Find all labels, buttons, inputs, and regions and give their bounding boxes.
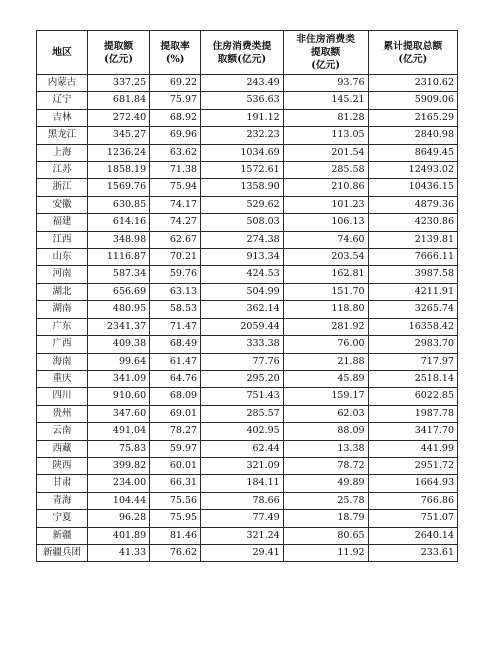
cell-housing-withdrawal: 77.49 [201, 510, 284, 527]
cell-non-housing-withdrawal: 281.92 [283, 318, 368, 335]
header-text-line: 住房消费类提 [212, 40, 272, 52]
cell-housing-withdrawal: 751.43 [201, 388, 284, 405]
table-row [37, 214, 458, 231]
cell-withdrawal-rate: 75.94 [150, 179, 201, 196]
header-region [37, 31, 88, 75]
cell-housing-withdrawal: 1572.61 [201, 162, 284, 179]
cell-non-housing-withdrawal: 49.89 [283, 475, 368, 492]
cell-non-housing-withdrawal: 78.72 [283, 457, 368, 474]
cell-housing-withdrawal: 77.76 [201, 353, 284, 370]
header-text-line: (亿元) [311, 60, 341, 71]
cell-withdrawal-amount: 234.00 [87, 475, 149, 492]
table-row [37, 92, 458, 109]
cell-cumulative-withdrawal: 2640.14 [368, 527, 457, 544]
cell-withdrawal-amount: 337.25 [87, 75, 149, 92]
cell-region: 黑龙江 [37, 127, 88, 144]
header-text-line: (亿元) [104, 53, 133, 65]
cell-region: 贵州 [37, 405, 88, 422]
cell-withdrawal-amount: 347.60 [87, 405, 149, 422]
cell-housing-withdrawal: 78.66 [201, 492, 284, 509]
cell-non-housing-withdrawal: 118.80 [283, 301, 368, 318]
cell-withdrawal-amount: 104.44 [87, 492, 149, 509]
cell-housing-withdrawal: 274.38 [201, 231, 284, 248]
cell-withdrawal-rate: 68.49 [150, 336, 201, 353]
cell-region: 陕西 [37, 457, 88, 474]
cell-withdrawal-amount: 75.83 [87, 440, 149, 457]
cell-withdrawal-amount: 480.95 [87, 301, 149, 318]
cell-withdrawal-amount: 341.09 [87, 370, 149, 387]
header-non-housing-withdrawal [283, 31, 368, 75]
cell-housing-withdrawal: 2059.44 [201, 318, 284, 335]
cell-housing-withdrawal: 362.14 [201, 301, 284, 318]
cell-cumulative-withdrawal: 2983.70 [368, 336, 457, 353]
cell-cumulative-withdrawal: 2951.72 [368, 457, 457, 474]
cell-region: 重庆 [37, 370, 88, 387]
cell-non-housing-withdrawal: 76.00 [283, 336, 368, 353]
header-text-line: 取额(亿元) [217, 53, 267, 65]
cell-region: 新疆 [37, 527, 88, 544]
cell-withdrawal-amount: 1858.19 [87, 162, 149, 179]
cell-withdrawal-rate: 61.47 [150, 353, 201, 370]
cell-non-housing-withdrawal: 62.03 [283, 405, 368, 422]
cell-non-housing-withdrawal: 162.81 [283, 266, 368, 283]
cell-withdrawal-amount: 910.60 [87, 388, 149, 405]
cell-region: 宁夏 [37, 510, 88, 527]
cell-non-housing-withdrawal: 80.65 [283, 527, 368, 544]
cell-withdrawal-amount: 614.16 [87, 214, 149, 231]
cell-withdrawal-rate: 74.17 [150, 196, 201, 213]
table-row [37, 162, 458, 179]
cell-cumulative-withdrawal: 2310.62 [368, 75, 457, 92]
cell-housing-withdrawal: 402.95 [201, 423, 284, 440]
header-withdrawal-rate [150, 31, 201, 75]
cell-withdrawal-rate: 69.22 [150, 75, 201, 92]
cell-region: 江西 [37, 231, 88, 248]
cell-withdrawal-rate: 60.01 [150, 457, 201, 474]
cell-cumulative-withdrawal: 751.07 [368, 510, 457, 527]
cell-non-housing-withdrawal: 93.76 [283, 75, 368, 92]
cell-housing-withdrawal: 321.09 [201, 457, 284, 474]
table-row [37, 144, 458, 161]
table-row [37, 457, 458, 474]
cell-withdrawal-amount: 1236.24 [87, 144, 149, 161]
cell-withdrawal-rate: 66.31 [150, 475, 201, 492]
table-row [37, 510, 458, 527]
table-row [37, 370, 458, 387]
cell-housing-withdrawal: 529.62 [201, 196, 284, 213]
cell-withdrawal-amount: 630.85 [87, 196, 149, 213]
cell-non-housing-withdrawal: 113.05 [283, 127, 368, 144]
cell-region: 甘肃 [37, 475, 88, 492]
cell-cumulative-withdrawal: 233.61 [368, 544, 457, 561]
cell-withdrawal-amount: 272.40 [87, 109, 149, 126]
table-row [37, 353, 458, 370]
cell-non-housing-withdrawal: 81.28 [283, 109, 368, 126]
cell-region: 河南 [37, 266, 88, 283]
cell-withdrawal-amount: 1116.87 [87, 249, 149, 266]
table-row [37, 423, 458, 440]
cell-cumulative-withdrawal: 3417.70 [368, 423, 457, 440]
cell-housing-withdrawal: 504.99 [201, 283, 284, 300]
table-row [37, 318, 458, 335]
header-text-line: 累计提取总额 [383, 40, 443, 52]
cell-non-housing-withdrawal: 74.60 [283, 231, 368, 248]
header-text-line: (亿元) [398, 53, 428, 65]
header-withdrawal-amount [87, 31, 149, 75]
cell-housing-withdrawal: 243.49 [201, 75, 284, 92]
cell-withdrawal-amount: 1569.76 [87, 179, 149, 196]
cell-cumulative-withdrawal: 16358.42 [368, 318, 457, 335]
header-row [37, 31, 458, 75]
cell-withdrawal-rate: 75.95 [150, 510, 201, 527]
cell-non-housing-withdrawal: 151.70 [283, 283, 368, 300]
cell-withdrawal-rate: 59.76 [150, 266, 201, 283]
cell-withdrawal-amount: 656.69 [87, 283, 149, 300]
cell-withdrawal-rate: 71.47 [150, 318, 201, 335]
table-row [37, 283, 458, 300]
cell-housing-withdrawal: 508.03 [201, 214, 284, 231]
cell-withdrawal-rate: 76.62 [150, 544, 201, 561]
cell-non-housing-withdrawal: 203.54 [283, 249, 368, 266]
table-row [37, 388, 458, 405]
table-row [37, 75, 458, 92]
header-cumulative-withdrawal [368, 31, 457, 75]
header-text-line: 地区 [52, 47, 72, 58]
cell-withdrawal-rate: 70.21 [150, 249, 201, 266]
table-row [37, 527, 458, 544]
cell-region: 广东 [37, 318, 88, 335]
table-header [37, 31, 458, 75]
cell-region: 湖南 [37, 301, 88, 318]
table-row [37, 336, 458, 353]
cell-non-housing-withdrawal: 201.54 [283, 144, 368, 161]
cell-withdrawal-rate: 71.38 [150, 162, 201, 179]
cell-region: 山东 [37, 249, 88, 266]
table-body [37, 75, 458, 562]
cell-non-housing-withdrawal: 210.86 [283, 179, 368, 196]
cell-withdrawal-amount: 348.98 [87, 231, 149, 248]
cell-withdrawal-rate: 63.62 [150, 144, 201, 161]
cell-cumulative-withdrawal: 2840.98 [368, 127, 457, 144]
cell-cumulative-withdrawal: 3987.58 [368, 266, 457, 283]
cell-withdrawal-amount: 2341.37 [87, 318, 149, 335]
cell-cumulative-withdrawal: 766.86 [368, 492, 457, 509]
cell-non-housing-withdrawal: 285.58 [283, 162, 368, 179]
cell-cumulative-withdrawal: 6022.85 [368, 388, 457, 405]
cell-non-housing-withdrawal: 18.79 [283, 510, 368, 527]
header-text-line: 提取率 [160, 40, 190, 52]
cell-non-housing-withdrawal: 88.09 [283, 423, 368, 440]
cell-region: 上海 [37, 144, 88, 161]
table-row [37, 179, 458, 196]
table-row [37, 231, 458, 248]
cell-region: 西藏 [37, 440, 88, 457]
cell-housing-withdrawal: 184.11 [201, 475, 284, 492]
cell-non-housing-withdrawal: 13.38 [283, 440, 368, 457]
cell-withdrawal-amount: 681.84 [87, 92, 149, 109]
table-row [37, 301, 458, 318]
header-text-line: 提取额 [310, 47, 341, 58]
cell-cumulative-withdrawal: 1987.78 [368, 405, 457, 422]
cell-housing-withdrawal: 29.41 [201, 544, 284, 561]
cell-housing-withdrawal: 333.38 [201, 336, 284, 353]
cell-non-housing-withdrawal: 11.92 [283, 544, 368, 561]
cell-non-housing-withdrawal: 106.13 [283, 214, 368, 231]
cell-region: 江苏 [37, 162, 88, 179]
cell-cumulative-withdrawal: 8649.45 [368, 144, 457, 161]
cell-region: 新疆兵团 [37, 544, 88, 561]
cell-withdrawal-rate: 68.92 [150, 109, 201, 126]
cell-withdrawal-rate: 59.97 [150, 440, 201, 457]
cell-cumulative-withdrawal: 10436.15 [368, 179, 457, 196]
cell-region: 安徽 [37, 196, 88, 213]
cell-withdrawal-amount: 345.27 [87, 127, 149, 144]
cell-non-housing-withdrawal: 45.89 [283, 370, 368, 387]
cell-non-housing-withdrawal: 145.21 [283, 92, 368, 109]
cell-withdrawal-amount: 409.38 [87, 336, 149, 353]
cell-withdrawal-amount: 401.89 [87, 527, 149, 544]
cell-region: 内蒙古 [37, 75, 88, 92]
cell-withdrawal-rate: 69.01 [150, 405, 201, 422]
cell-housing-withdrawal: 913.34 [201, 249, 284, 266]
provident-fund-withdrawal-table [36, 30, 458, 562]
header-text-line: 提取额 [103, 40, 134, 52]
cell-housing-withdrawal: 536.63 [201, 92, 284, 109]
cell-region: 云南 [37, 423, 88, 440]
cell-withdrawal-rate: 63.13 [150, 283, 201, 300]
cell-region: 辽宁 [37, 92, 88, 109]
cell-cumulative-withdrawal: 441.99 [368, 440, 457, 457]
table-row [37, 109, 458, 126]
cell-withdrawal-rate: 78.27 [150, 423, 201, 440]
cell-withdrawal-rate: 74.27 [150, 214, 201, 231]
table-row [37, 266, 458, 283]
cell-withdrawal-rate: 69.96 [150, 127, 201, 144]
cell-cumulative-withdrawal: 7666.11 [368, 249, 457, 266]
cell-withdrawal-rate: 81.46 [150, 527, 201, 544]
cell-withdrawal-amount: 99.64 [87, 353, 149, 370]
cell-region: 广西 [37, 336, 88, 353]
cell-housing-withdrawal: 424.53 [201, 266, 284, 283]
table-row [37, 544, 458, 561]
cell-cumulative-withdrawal: 2139.81 [368, 231, 457, 248]
cell-non-housing-withdrawal: 101.23 [283, 196, 368, 213]
header-text-line: (%) [165, 53, 185, 65]
table-row [37, 127, 458, 144]
cell-region: 浙江 [37, 179, 88, 196]
cell-cumulative-withdrawal: 3265.74 [368, 301, 457, 318]
table-row [37, 475, 458, 492]
cell-withdrawal-rate: 64.76 [150, 370, 201, 387]
cell-housing-withdrawal: 1358.90 [201, 179, 284, 196]
cell-withdrawal-amount: 399.82 [87, 457, 149, 474]
cell-withdrawal-rate: 75.97 [150, 92, 201, 109]
cell-withdrawal-rate: 75.56 [150, 492, 201, 509]
cell-cumulative-withdrawal: 4211.91 [368, 283, 457, 300]
cell-region: 海南 [37, 353, 88, 370]
cell-non-housing-withdrawal: 159.17 [283, 388, 368, 405]
cell-withdrawal-amount: 587.34 [87, 266, 149, 283]
cell-cumulative-withdrawal: 2165.29 [368, 109, 457, 126]
cell-cumulative-withdrawal: 4230.86 [368, 214, 457, 231]
table-row [37, 405, 458, 422]
cell-cumulative-withdrawal: 1664.93 [368, 475, 457, 492]
cell-withdrawal-amount: 96.28 [87, 510, 149, 527]
cell-region: 吉林 [37, 109, 88, 126]
cell-housing-withdrawal: 285.57 [201, 405, 284, 422]
table-row [37, 249, 458, 266]
cell-withdrawal-rate: 68.09 [150, 388, 201, 405]
cell-region: 四川 [37, 388, 88, 405]
cell-cumulative-withdrawal: 5909.06 [368, 92, 457, 109]
cell-housing-withdrawal: 295.20 [201, 370, 284, 387]
table-row [37, 492, 458, 509]
cell-housing-withdrawal: 1034.69 [201, 144, 284, 161]
cell-withdrawal-rate: 58.53 [150, 301, 201, 318]
header-housing-withdrawal [201, 31, 284, 75]
cell-cumulative-withdrawal: 717.97 [368, 353, 457, 370]
cell-withdrawal-amount: 41.33 [87, 544, 149, 561]
cell-housing-withdrawal: 191.12 [201, 109, 284, 126]
cell-region: 湖北 [37, 283, 88, 300]
cell-non-housing-withdrawal: 21.88 [283, 353, 368, 370]
cell-cumulative-withdrawal: 2518.14 [368, 370, 457, 387]
table-row [37, 196, 458, 213]
cell-housing-withdrawal: 232.23 [201, 127, 284, 144]
table-row [37, 440, 458, 457]
cell-cumulative-withdrawal: 4879.36 [368, 196, 457, 213]
cell-cumulative-withdrawal: 12493.02 [368, 162, 457, 179]
cell-housing-withdrawal: 321.24 [201, 527, 284, 544]
cell-housing-withdrawal: 62.44 [201, 440, 284, 457]
cell-region: 福建 [37, 214, 88, 231]
cell-non-housing-withdrawal: 25.78 [283, 492, 368, 509]
header-text-line: 非住房消费类 [296, 34, 356, 45]
cell-withdrawal-amount: 491.04 [87, 423, 149, 440]
cell-withdrawal-rate: 62.67 [150, 231, 201, 248]
cell-region: 青海 [37, 492, 88, 509]
